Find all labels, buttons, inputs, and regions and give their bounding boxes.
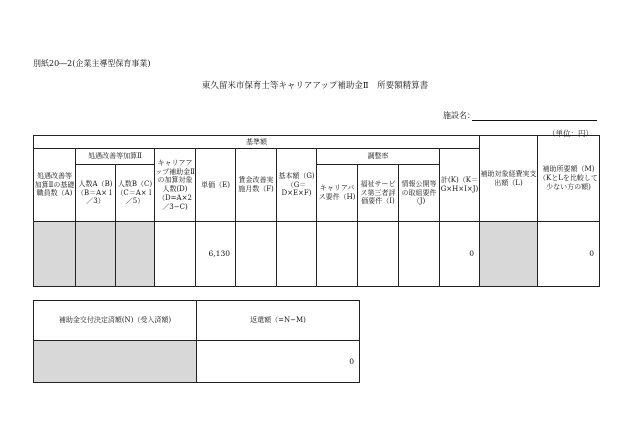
cell-career-path[interactable] — [317, 222, 358, 287]
header-base-staff-count: 処遇改善等加算Ⅱの基礎職員数（A) — [34, 149, 76, 222]
cell-total: 0 — [440, 222, 480, 287]
refund-table — [33, 300, 360, 383]
cell-actual-expense — [480, 222, 538, 287]
cell-decided-amount — [34, 341, 197, 383]
header-actual-expense: 補助対象経費実支出額（L) — [480, 136, 538, 222]
header-unit-price: 単価（E) — [196, 149, 236, 222]
cell-refund-amount: 0 — [197, 341, 360, 383]
header-decided-amount: 補助金交付決定済額(N)（受入済額) — [34, 301, 197, 341]
facility-name-label: 施設名： — [443, 111, 475, 120]
cell-third-party-evaluation[interactable] — [358, 222, 399, 287]
header-basic-amount: 基本額（G)（G＝D×E×F) — [277, 149, 317, 222]
header-headcount-b: 人数B（C)（C＝A×１／5） — [116, 165, 155, 222]
cell-basic-amount[interactable] — [277, 222, 317, 287]
cell-headcount-b — [116, 222, 155, 287]
header-headcount-a: 人数A（B)（B＝A×１／3） — [76, 165, 116, 222]
facility-name-field[interactable] — [472, 120, 597, 121]
cell-wage-months[interactable] — [236, 222, 277, 287]
settlement-table — [33, 135, 600, 287]
header-wage-months: 賃金改善実施月数（F) — [236, 149, 277, 222]
header-target-headcount: キャリアアップ補助金Ⅱの加算対象人数(D)（D=A×2／3−C) — [155, 149, 196, 222]
header-information-disclosure: 情報公開等の取組要件（J) — [399, 165, 440, 222]
cell-headcount-a — [76, 222, 116, 287]
cell-target-headcount[interactable] — [155, 222, 196, 287]
header-third-party-evaluation: 福祉サービス第三者評価要件（I) — [358, 165, 399, 222]
unit-label: （単位：円） — [548, 129, 593, 138]
adjustment-rate-group-header: 調整率 — [317, 149, 440, 165]
cell-information-disclosure[interactable] — [399, 222, 440, 287]
cell-unit-price: 6,130 — [196, 222, 236, 287]
document-label: 別紙20―2(企業主導型保育事業) — [33, 59, 151, 68]
header-refund-amount: 返還額（=N−M) — [197, 301, 360, 341]
cell-base-staff-count — [34, 222, 76, 287]
header-career-path: キャリアパス要件（H) — [317, 165, 358, 222]
header-total: 計(K)（K＝G×H×I×J) — [440, 149, 480, 222]
base-amount-group-header: 基準額 — [34, 136, 480, 149]
treatment-improvement-group-header: 処遇改善等加算Ⅱ — [76, 149, 155, 165]
cell-required-subsidy: 0 — [538, 222, 600, 287]
header-required-subsidy: 補助所要額（M)（KとLを比較して少ない方の額) — [538, 136, 600, 222]
document-title: 東久留米市保育士等キャリアアップ補助金Ⅱ 所要額精算書 — [201, 81, 429, 91]
